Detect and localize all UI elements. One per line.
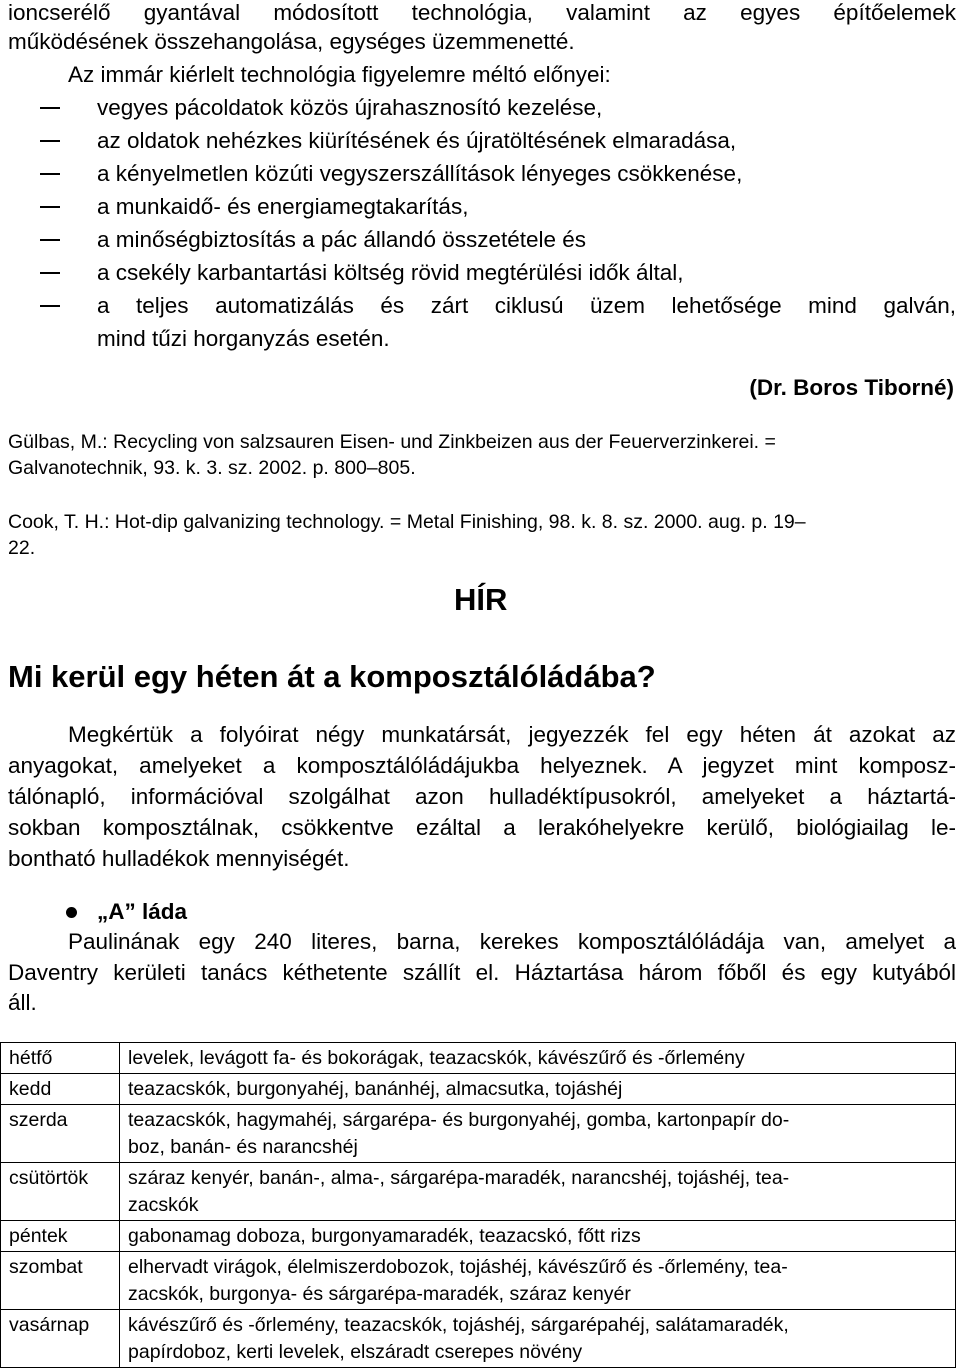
table-cell-line: elhervadt virágok, élelmiszerdobozok, tojáshéj, kávészűrő és -őrlemény, tea- <box>128 1256 788 1278</box>
table-cell-line: teazacskók, hagymahéj, sárgarépa- és burgonyahéj, gomba, kartonpapír do- <box>128 1109 790 1131</box>
table-cell-items <box>120 1252 956 1310</box>
table-row <box>1 1043 956 1074</box>
dash-icon <box>40 305 60 307</box>
table-cell-line: boz, banán- és narancshéj <box>128 1136 358 1158</box>
list-item: a munkaidő- és energiamegtakarítás, <box>97 194 469 219</box>
reference-1-line-1: Gülbas, M.: Recycling von salzsauren Eisen- und Zinkbeizen aus der Feuerverzinkerei. = <box>8 431 776 453</box>
section-a-line: Paulinának egy 240 literes, barna, kerekes komposztálóládája van, amelyet a <box>68 929 956 954</box>
table-cell-line: papírdoboz, kerti levelek, elszáradt cserepes növény <box>128 1341 583 1363</box>
reference-1-line-2: Galvanotechnik, 93. k. 3. sz. 2002. p. 800–805. <box>8 457 416 479</box>
author-signature: (Dr. Boros Tiborné) <box>749 375 954 400</box>
table-cell-line: száraz kenyér, banán-, alma-, sárgarépa-maradék, narancshéj, tojáshéj, tea- <box>128 1167 790 1189</box>
dash-icon <box>40 107 60 109</box>
table-cell-day: hétfő <box>1 1043 120 1074</box>
intro-line-1: ioncserélő gyantával módosított technológia, valamint az egyes építőelemek <box>8 0 956 25</box>
table-row <box>1 1310 956 1368</box>
article-title: Mi kerül egy héten át a komposztálóládába? <box>8 659 656 694</box>
article-paragraph-line: bontható hulladékok mennyiségét. <box>8 846 350 871</box>
article-paragraph-line: tálónapló, információval szolgálhat azon hulladéktípusokról, amelyeket a háztartá- <box>8 784 956 809</box>
table-cell-day: vasárnap <box>1 1310 120 1368</box>
article-paragraph-line: anyagokat, amelyeket a komposztálóládájukba helyeznek. A jegyzet mint komposz- <box>8 753 956 778</box>
table-cell-line: gabonamag doboza, burgonyamaradék, teazacskó, főtt rizs <box>128 1225 641 1247</box>
list-item: a csekély karbantartási költség rövid megtérülési idők által, <box>97 260 684 285</box>
table-cell-line: teazacskók, burgonyahéj, banánhéj, almacsutka, tojáshéj <box>128 1078 623 1100</box>
table-cell-items <box>120 1163 956 1221</box>
table-cell-day: csütörtök <box>1 1163 120 1221</box>
news-label: HÍR <box>454 582 508 617</box>
dash-icon <box>40 206 60 208</box>
table-cell-day: szombat <box>1 1252 120 1310</box>
dash-icon <box>40 239 60 241</box>
list-item: a kényelmetlen közúti vegyszerszállítások lényeges csökkenése, <box>97 161 743 186</box>
table-cell-items <box>120 1310 956 1368</box>
list-item: a minőségbiztosítás a pác állandó összetétele és <box>97 227 587 252</box>
table-row <box>1 1252 956 1310</box>
table-row <box>1 1221 956 1252</box>
table-cell-items <box>120 1105 956 1163</box>
dash-icon <box>40 272 60 274</box>
section-a-heading: „A” láda <box>97 899 188 924</box>
table-cell-line: levelek, levágott fa- és bokorágak, teazacskók, kávészűrő és -őrlemény <box>128 1047 745 1069</box>
list-item: az oldatok nehézkes kiürítésének és újratöltésének elmaradása, <box>97 128 737 153</box>
reference-2-line-1: Cook, T. H.: Hot-dip galvanizing technology. = Metal Finishing, 98. k. 8. sz. 2000. aug. p. 19– <box>8 511 806 533</box>
table-cell-day: szerda <box>1 1105 120 1163</box>
table-cell-day: péntek <box>1 1221 120 1252</box>
table-cell-line: zacskók, burgonya- és sárgarépa-maradék, száraz kenyér <box>128 1283 631 1305</box>
table-row <box>1 1074 956 1105</box>
bullet-icon <box>66 907 77 918</box>
list-item: vegyes pácoldatok közös újrahasznosító kezelése, <box>97 95 603 120</box>
article-paragraph-line: Megkértük a folyóirat négy munkatársát, jegyezzék fel egy héten át azokat az <box>68 722 956 747</box>
list-item-continuation: mind tűzi horganyzás esetén. <box>97 326 390 351</box>
table-cell-day: kedd <box>1 1074 120 1105</box>
section-a-line: Daventry kerületi tanács kéthetente szállít el. Háztartása három főből és egy kutyából <box>8 960 956 985</box>
table-cell-line: kávészűrő és -őrlemény, teazacskók, tojáshéj, sárgarépahéj, salátamaradék, <box>128 1314 789 1336</box>
table-cell-items <box>120 1043 956 1074</box>
article-paragraph-line: sokban komposztálnak, csökkentve ezáltal a lerakóhelyekre kerülő, biológiailag le- <box>8 815 956 840</box>
section-a-line: áll. <box>8 990 37 1015</box>
table-cell-items <box>120 1221 956 1252</box>
table-row <box>1 1105 956 1163</box>
reference-2-line-2: 22. <box>8 537 36 559</box>
intro-line-2: működésének összehangolása, egységes üzemmenetté. <box>8 29 575 54</box>
dash-icon <box>40 173 60 175</box>
advantages-intro: Az immár kiérlelt technológia figyelemre méltó előnyei: <box>68 62 611 87</box>
table-cell-line: zacskók <box>128 1194 199 1216</box>
list-item: a teljes automatizálás és zárt ciklusú üzem lehetősége mind galván, <box>97 293 956 318</box>
table-row <box>1 1163 956 1221</box>
table-cell-items <box>120 1074 956 1105</box>
dash-icon <box>40 140 60 142</box>
compost-week-table <box>0 1042 956 1368</box>
